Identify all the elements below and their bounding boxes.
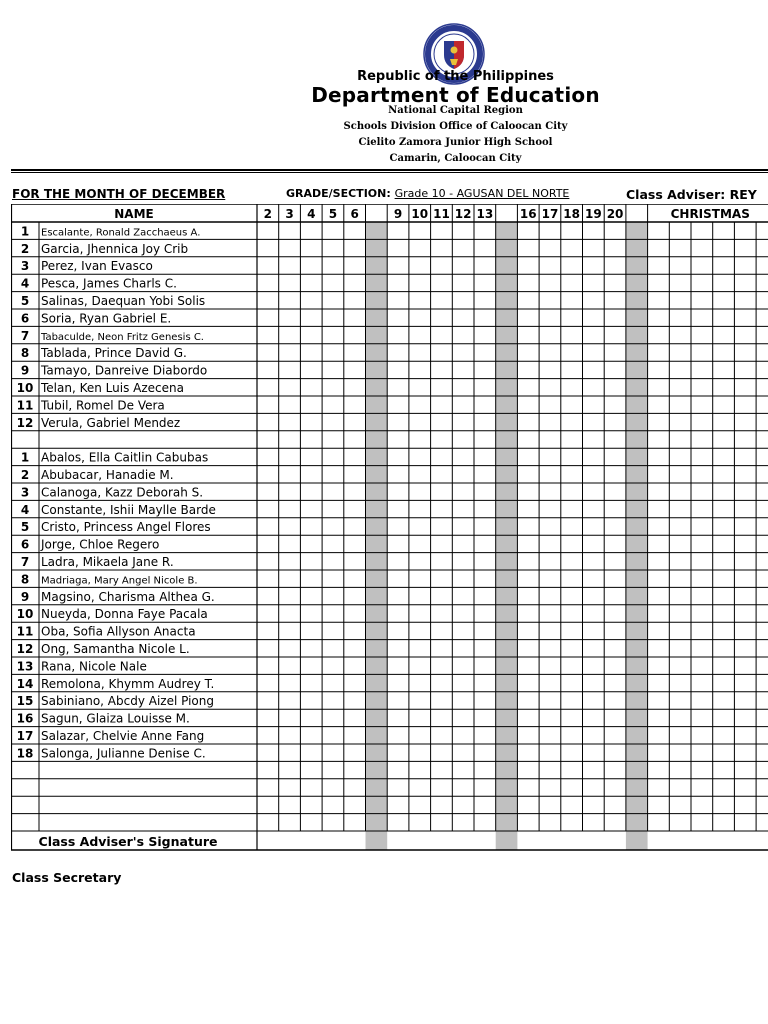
student-name: Salazar, Chelvie Anne Fang xyxy=(41,729,205,743)
row-number: 5 xyxy=(20,520,30,535)
student-name: Escalante, Ronald Zacchaeus A. xyxy=(41,227,201,239)
student-name: Pesca, James Charls C. xyxy=(41,276,177,291)
student-name: Abalos, Ella Caitlin Cabubas xyxy=(41,450,209,465)
student-name: Jorge, Chloe Regero xyxy=(41,537,160,552)
student-name: Perez, Ivan Evasco xyxy=(41,259,153,274)
student-name: Ladra, Mikaela Jane R. xyxy=(41,555,174,569)
student-name: Oba, Sofia Allyson Anacta xyxy=(41,624,196,639)
row-number: 5 xyxy=(20,294,30,308)
day-header: 13 xyxy=(476,207,494,221)
row-number: 17 xyxy=(16,729,34,743)
student-name: Telan, Ken Luis Azecena xyxy=(41,381,184,395)
row-number: 1 xyxy=(20,450,30,465)
row-number: 8 xyxy=(20,572,30,587)
day-header: 12 xyxy=(454,207,472,221)
attendance-sheet xyxy=(11,204,768,854)
header-rule-thin xyxy=(11,172,768,173)
day-header: 17 xyxy=(541,207,559,221)
attendance-grid xyxy=(11,204,768,854)
row-number: 15 xyxy=(16,694,34,709)
day-header: 18 xyxy=(563,207,581,221)
shaded-column xyxy=(496,222,518,850)
class-secretary-label: Class Secretary xyxy=(12,870,122,885)
row-number: 10 xyxy=(16,381,34,395)
division-line: Schools Division Office of Caloocan City xyxy=(343,121,568,132)
day-header: 10 xyxy=(411,207,429,221)
row-number: 3 xyxy=(20,259,30,274)
row-number: 10 xyxy=(16,607,34,622)
republic-heading: Republic of the Philippines xyxy=(357,69,554,84)
row-number: 7 xyxy=(20,328,30,343)
student-name: Sabiniano, Abcdy Aizel Piong xyxy=(41,694,214,709)
row-number: 4 xyxy=(20,276,30,291)
month-label: FOR THE MONTH OF DECEMBER xyxy=(12,187,226,201)
student-name: Constante, Ishii Maylle Barde xyxy=(41,502,216,517)
student-name: Soria, Ryan Gabriel E. xyxy=(41,311,172,326)
student-name: Tamayo, Danreive Diabordo xyxy=(41,363,208,378)
day-header: 19 xyxy=(584,207,602,221)
row-number: 9 xyxy=(20,363,30,378)
row-number: 9 xyxy=(20,589,30,604)
student-name: Garcia, Jhennica Joy Crib xyxy=(41,241,189,256)
day-header: 6 xyxy=(350,207,359,221)
student-name: Magsino, Charisma Althea G. xyxy=(41,589,215,604)
student-name: Tabaculde, Neon Fritz Genesis C. xyxy=(41,331,204,343)
row-number: 18 xyxy=(16,746,34,761)
grade-section xyxy=(286,187,569,200)
department-title: Department of Education xyxy=(311,83,600,107)
signature-label: Class Adviser's Signature xyxy=(38,834,218,849)
day-header: 9 xyxy=(393,207,403,221)
row-number: 2 xyxy=(20,468,30,482)
student-name: Remolona, Khymm Audrey T. xyxy=(41,676,215,691)
christmas-header: CHRISTMAS xyxy=(670,207,750,221)
grade-section-value: Grade 10 - AGUSAN DEL NORTE xyxy=(394,187,570,200)
row-number: 6 xyxy=(20,537,30,552)
name-column-header: NAME xyxy=(114,207,154,221)
row-number: 7 xyxy=(20,555,30,569)
student-name: Nueyda, Donna Faye Pacala xyxy=(41,607,208,622)
row-number: 4 xyxy=(20,502,30,517)
day-header: 4 xyxy=(307,207,316,221)
student-name: Tubil, Romel De Vera xyxy=(41,398,165,413)
student-name: Abubacar, Hanadie M. xyxy=(41,468,174,482)
row-number: 8 xyxy=(20,346,30,361)
student-name: Tablada, Prince David G. xyxy=(41,346,187,361)
region-line: National Capital Region xyxy=(388,105,523,116)
student-name: Rana, Nicole Nale xyxy=(41,659,147,674)
student-name: Sagun, Glaiza Louisse M. xyxy=(41,711,190,726)
row-number: 12 xyxy=(16,642,34,656)
student-name: Cristo, Princess Angel Flores xyxy=(41,520,211,535)
class-adviser-label: Class Adviser: REY xyxy=(626,187,757,202)
student-name: Salonga, Julianne Denise C. xyxy=(41,746,206,761)
day-header: 20 xyxy=(606,207,624,221)
day-header: 2 xyxy=(263,207,273,221)
row-number: 6 xyxy=(20,311,30,326)
row-number: 3 xyxy=(20,485,30,500)
row-number: 11 xyxy=(16,398,34,413)
row-number: 2 xyxy=(20,241,30,256)
row-number: 16 xyxy=(16,711,34,726)
student-name: Ong, Samantha Nicole L. xyxy=(41,642,190,656)
day-header: 5 xyxy=(328,207,338,221)
row-number: 12 xyxy=(16,415,34,430)
row-number: 11 xyxy=(16,624,34,639)
student-name: Verula, Gabriel Mendez xyxy=(41,415,181,430)
day-header: 3 xyxy=(285,207,294,221)
row-number: 13 xyxy=(16,659,34,674)
shaded-column xyxy=(626,222,648,850)
student-name: Salinas, Daequan Yobi Solis xyxy=(41,294,206,308)
row-number: 14 xyxy=(16,676,34,691)
student-name: Madriaga, Mary Angel Nicole B. xyxy=(41,575,198,587)
day-header: 11 xyxy=(433,207,450,221)
address-line: Camarin, Caloocan City xyxy=(389,153,522,164)
header-rule xyxy=(11,169,768,171)
school-line: Cielito Zamora Junior High School xyxy=(358,137,553,148)
day-header: 16 xyxy=(519,207,537,221)
student-name: Calanoga, Kazz Deborah S. xyxy=(41,485,204,500)
shaded-column xyxy=(366,222,388,850)
grade-section-label: GRADE/SECTION: xyxy=(286,187,391,200)
row-number: 1 xyxy=(20,224,30,239)
